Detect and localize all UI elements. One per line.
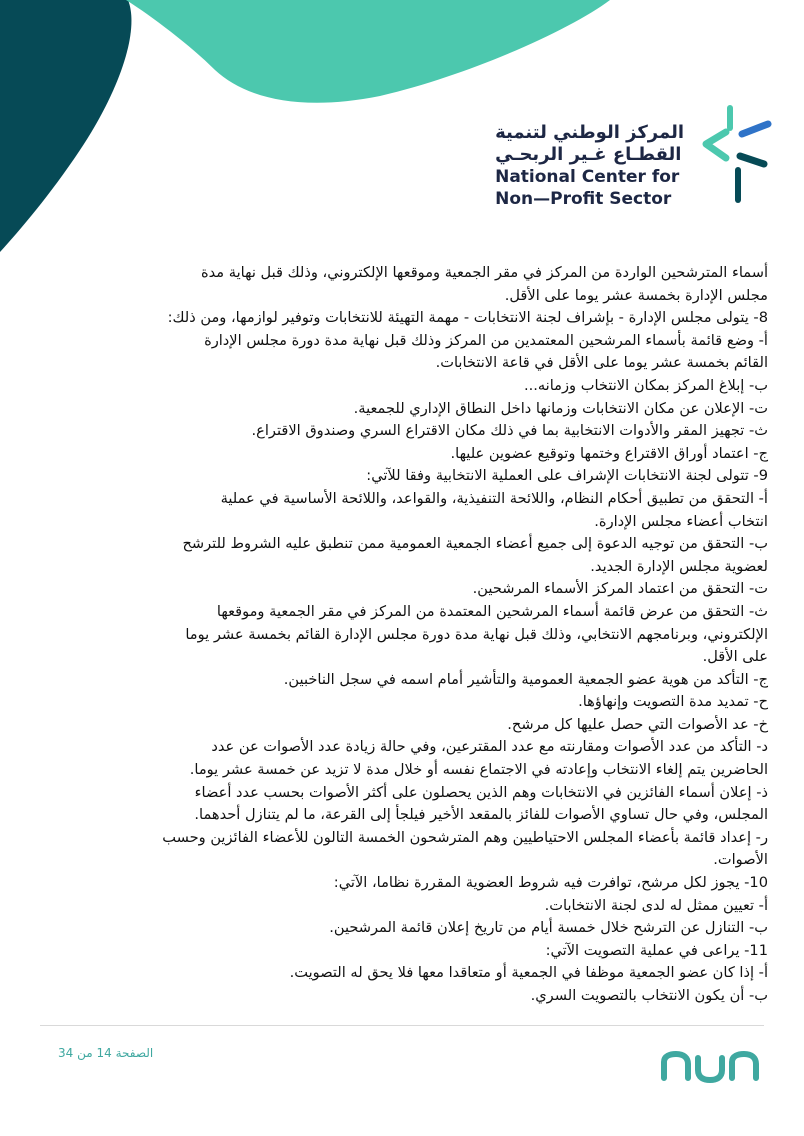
text-line: ت- التحقق من اعتماد المركز الأسماء المرشحين. [472,580,768,598]
text-line: ث- التحقق من عرض قائمة أسماء المرشحين المعتمدة من المركز في مقر الجمعية وموقعها [216,602,768,620]
clause-9-heading: 9- تتولى لجنة الانتخابات الإشراف على العملية الانتخابية وفقا للآتي: [366,467,768,485]
clause-8-heading: 8- يتولى مجلس الإدارة - بإشراف لجنة الانتخابات - مهمة التهيئة للانتخابات وتوفير لوازمها، ومن ذلك: [167,309,768,327]
text-line: مجلس الإدارة بخمسة عشر يوما على الأقل. [504,286,768,304]
text-line: الأصوات. [713,851,768,869]
text-line: ب- إبلاغ المركز بمكان الانتخاب وزمانه... [523,376,768,394]
text-line: ذ- إعلان أسماء الفائزين في الانتخابات وهم الذين يحصلون على أكثر الأصوات بحسب عدد أعضاء [194,783,768,801]
text-line: خ- عد الأصوات التي حصل عليها كل مرشح. [507,715,768,733]
organization-logo [495,104,774,210]
text-line: ج- التأكد من هوية عضو الجمعية العمومية والتأشير أمام اسمه في سجل الناخبين. [283,670,768,688]
document-body [44,262,768,1008]
text-line: أ- وضع قائمة بأسماء المرشحين المعتمدين من المركز وذلك قبل نهاية مدة دورة مجلس الإدارة [204,331,768,349]
footer-divider [40,1025,764,1026]
ncnp-logo-mark-icon [698,104,774,206]
text-line: ث- تجهيز المقر والأدوات الانتخابية بما في ذلك مكان الاقتراع السري وصندوق الاقتراع. [251,422,768,440]
logo-text [495,104,684,210]
text-line: الحاضرين يتم إلغاء الانتخاب وإعادته في الاجتماع نفسه أو خلال مدة لا تزيد عن خمسة عشر يوما. [189,761,768,779]
text-line: أ- تعيين ممثل له لدى لجنة الانتخابات. [544,896,768,914]
numu-logo-icon [660,1048,764,1088]
text-line: أسماء المترشحين الواردة من المركز في مقر الجمعية وموقعها الإلكتروني، وذلك قبل نهاية مدة [201,264,768,281]
text-line: ح- تمديد مدة التصويت وإنهاؤها. [578,693,768,711]
text-line: المجلس، وفي حال تساوي الأصوات للفائز بالمقعد الأخير فيلجأ إلى القرعة، ما لم يتنازل أحدهما. [194,806,768,824]
clause-11-heading: 11- يراعى في عملية التصويت الآتي: [545,941,768,959]
text-line: ر- إعداد قائمة بأعضاء المجلس الاحتياطيين وهم المترشحون الخمسة التالون للأعضاء الفائزين وحسب [162,828,768,846]
logo-arabic-line2: القطـاع غـير الربحـي [495,144,682,165]
text-line: لعضوية مجلس الإدارة الجديد. [590,557,768,575]
text-line: ت- الإعلان عن مكان الانتخابات وزمانها داخل النطاق الإداري للجمعية. [353,399,768,417]
text-line: أ- إذا كان عضو الجمعية موظفا في الجمعية أو متعاقدا معها فلا يحق له التصويت. [289,964,768,982]
text-line: القائم بخمسة عشر يوما على الأقل في قاعة الانتخابات. [435,354,768,372]
text-line: ج- اعتماد أوراق الاقتراع وختمها وتوقيع عضوين عليها. [450,444,768,462]
clause-10-heading: 10- يجوز لكل مرشح، توافرت فيه شروط العضوية المقررة نظاما، الآتي: [333,874,768,892]
mint-shape [126,0,610,103]
text-line: الإلكتروني، وبرنامجهم الانتخابي، وذلك قبل نهاية مدة دورة مجلس الإدارة القائم بخمسة عشر يوما [185,625,768,643]
text-line: ب- أن يكون الانتخاب بالتصويت السري. [530,987,768,1004]
logo-arabic-line1: المركز الوطني لتنمية [495,122,684,143]
text-line: ب- التنازل عن الترشح خلال خمسة أيام من تاريخ إعلان قائمة المرشحين. [329,919,768,937]
logo-english-line2: Non—Profit Sector [495,189,672,209]
logo-english-line1: National Center for [495,167,680,187]
text-line: أ- التحقق من تطبيق أحكام النظام، واللائحة التنفيذية، والقواعد، واللائحة الأساسية في عملية [220,489,768,507]
text-line: على الأقل. [702,648,768,666]
text-line: ب- التحقق من توجيه الدعوة إلى جميع أعضاء الجمعية العمومية ممن تنطبق عليه الشروط للترشح [182,535,768,553]
text-line: د- التأكد من عدد الأصوات ومقارنته مع عدد المقترعين، وفي حالة زيادة عدد الأصوات عن عدد [211,738,768,756]
text-line: انتخاب أعضاء مجلس الإدارة. [594,512,768,530]
dark-teal-shape [0,0,131,252]
page-number: الصفحة 14 من 34 [58,1046,154,1060]
